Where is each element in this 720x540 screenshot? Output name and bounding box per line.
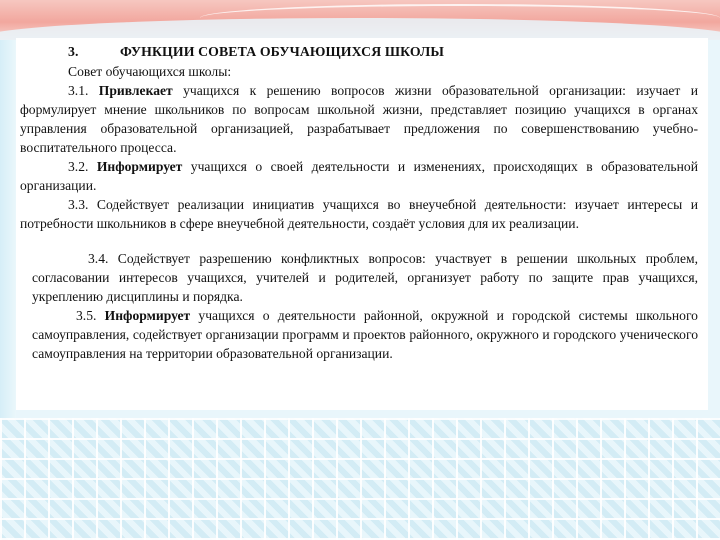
item-text: учащихся о своей деятельности и изменениях, происходящих в образовательной организации. (20, 159, 698, 193)
item-number: 3.1. (68, 83, 89, 98)
paragraph-3-5 (32, 306, 698, 363)
item-lead: Привлекает (98, 83, 173, 98)
item-number: 3.5. (76, 308, 97, 323)
paragraph-3-2 (20, 157, 698, 195)
decorative-left-strip (0, 40, 16, 418)
document-intro: Совет обучающихся школы: (68, 64, 232, 79)
lower-section (20, 249, 698, 363)
paragraph-3-1 (20, 81, 698, 157)
document-page (16, 38, 708, 410)
item-text: учащихся о деятельности районной, окружной и городской системы школьного самоуправления, содействует организации программ и проектов районного, окружного и городского ученического самоуправления на территории образовательной организации. (32, 308, 698, 361)
title-text: ФУНКЦИИ СОВЕТА ОБУЧАЮЩИХСЯ ШКОЛЫ (120, 44, 445, 59)
title-number: 3. (68, 44, 79, 59)
decorative-wave-line (200, 4, 720, 32)
item-lead: Информирует (104, 308, 191, 323)
decorative-top-band (0, 0, 720, 40)
item-number: 3.4. (88, 251, 109, 266)
paragraph-3-4 (32, 249, 698, 306)
section-gap (20, 233, 698, 249)
item-text: учащихся к решению вопросов жизни образовательной организации: изучает и формулирует мнение школьников по вопросам школьной жизни, представляет позицию учащихся в органах управления образовательной организацией, разрабатывает предложения по совершенствованию учебно-воспитательного процесса. (20, 83, 698, 155)
item-number: 3.2. (68, 159, 89, 174)
decorative-mosaic-background (0, 418, 720, 540)
paragraph-3-3 (20, 195, 698, 233)
item-number: 3.3. (68, 197, 89, 212)
item-text: Содействует реализации инициатив учащихся во внеучебной деятельности: изучает интересы и потребности школьников в сфере внеучебной деятельности, создаёт условия для их реализации. (20, 197, 698, 231)
item-lead: Информирует (96, 159, 183, 174)
item-text: Содействует разрешению конфликтных вопросов: участвует в решении школьных проблем, согласовании интересов учащихся, учителей и родителей, организует работу по защите прав учащихся, укреплению дисциплины и порядка. (32, 251, 698, 304)
document-title (20, 42, 698, 62)
